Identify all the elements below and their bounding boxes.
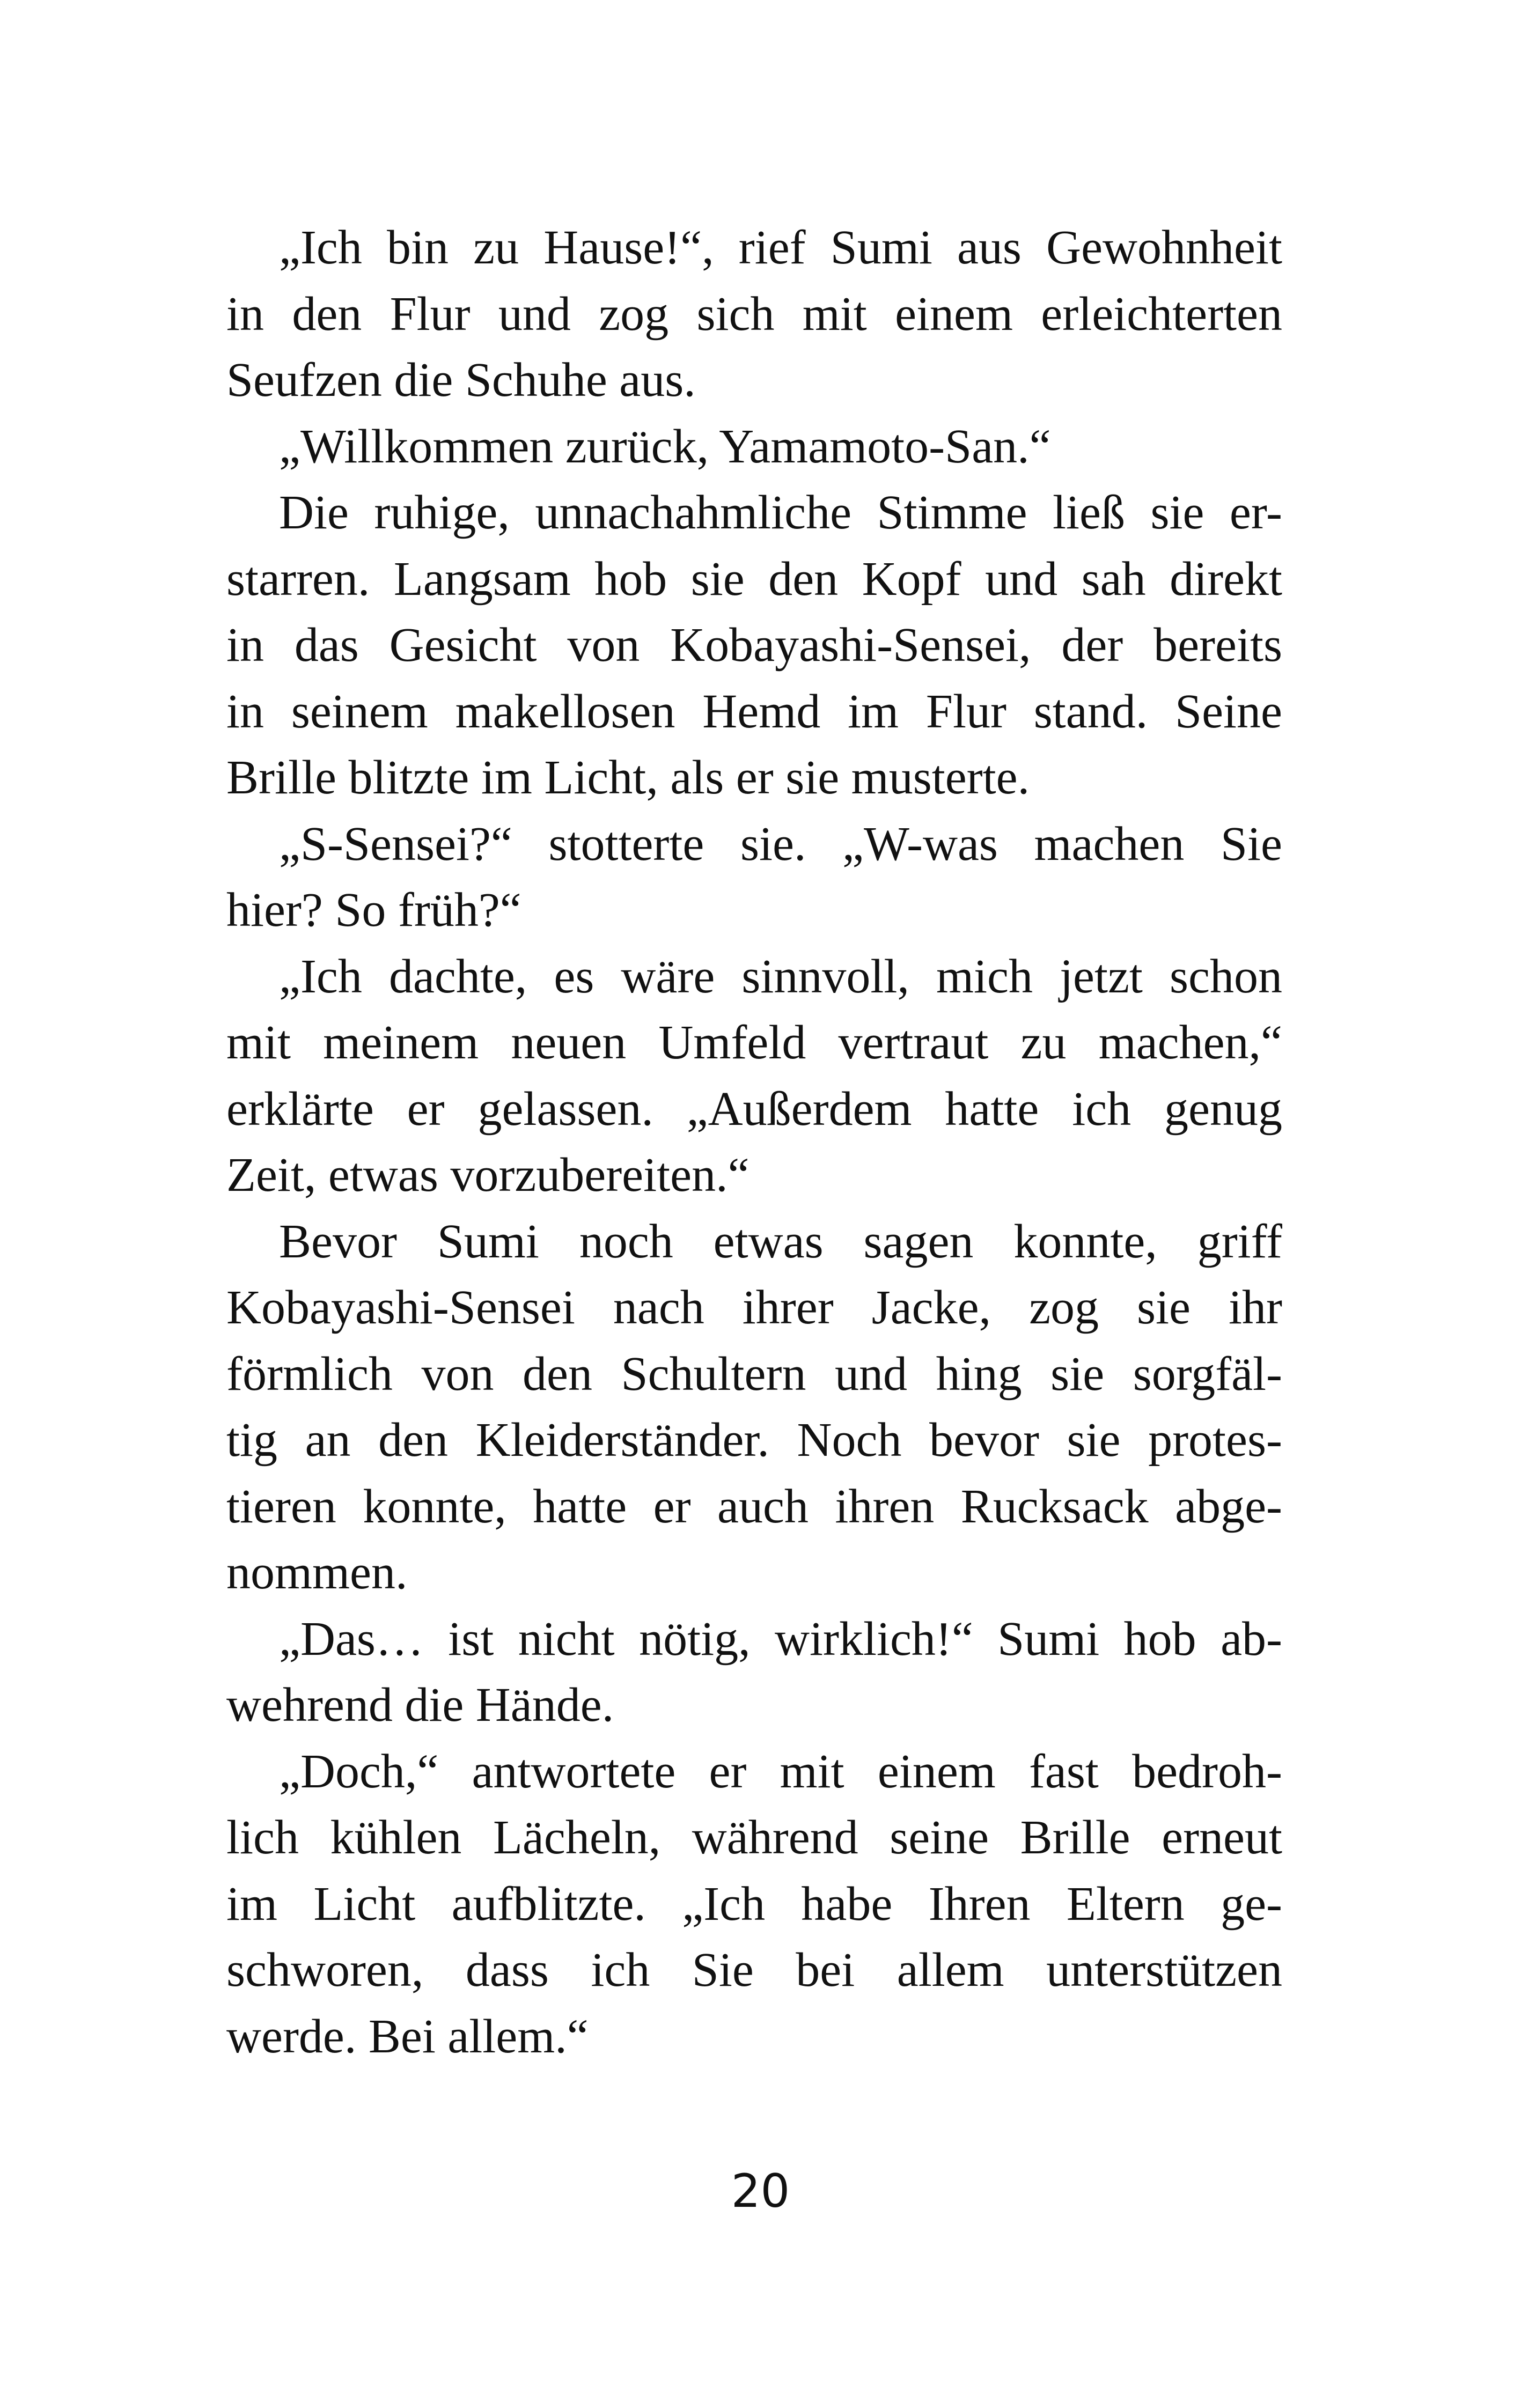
text-line: starren. Langsam hob sie den Kopf und sah direkt xyxy=(226,552,1282,606)
text-line: in das Gesicht von Kobayashi-Sensei, der bereits xyxy=(226,618,1282,672)
text-line: werde. Bei allem.“ xyxy=(226,2009,589,2063)
page-number: 20 xyxy=(731,2164,790,2218)
text-line: tig an den Kleiderständer. Noch bevor sie protes- xyxy=(226,1413,1282,1467)
text-line: Die ruhige, unnachahmliche Stimme ließ sie er- xyxy=(279,486,1282,539)
text-line: mit meinem neuen Umfeld vertraut zu machen,“ xyxy=(226,1016,1282,1069)
text-line: Kobayashi-Sensei nach ihrer Jacke, zog sie ihr xyxy=(226,1281,1282,1334)
text-line: „Willkommen zurück, Yamamoto-San.“ xyxy=(279,419,1051,473)
text-line: Brille blitzte im Licht, als er sie musterte. xyxy=(226,751,1030,804)
text-line: „Doch,“ antwortete er mit einem fast bedroh- xyxy=(279,1744,1282,1798)
text-line: „Ich bin zu Hause!“, rief Sumi aus Gewohnheit xyxy=(279,221,1282,274)
text-line: schworen, dass ich Sie bei allem unterstützen xyxy=(226,1943,1282,1997)
text-line: „S-Sensei?“ stotterte sie. „W-was machen Sie xyxy=(279,817,1282,871)
text-line: hier? So früh?“ xyxy=(226,883,521,937)
text-line: Seufzen die Schuhe aus. xyxy=(226,354,696,407)
text-line: förmlich von den Schultern und hing sie sorgfäl- xyxy=(226,1347,1282,1401)
text-line: erklärte er gelassen. „Außerdem hatte ich genug xyxy=(226,1082,1282,1136)
text-line: in seinem makellosen Hemd im Flur stand. Seine xyxy=(226,684,1282,738)
text-line: wehrend die Hände. xyxy=(226,1678,614,1732)
text-line: lich kühlen Lächeln, während seine Brille erneut xyxy=(226,1811,1282,1864)
text-line: im Licht aufblitzte. „Ich habe Ihren Eltern ge- xyxy=(226,1877,1282,1931)
text-line: Bevor Sumi noch etwas sagen konnte, griff xyxy=(279,1214,1282,1268)
text-line: tieren konnte, hatte er auch ihren Rucksack abge- xyxy=(226,1479,1282,1533)
text-line: Zeit, etwas vorzubereiten.“ xyxy=(226,1148,750,1202)
text-line: nommen. xyxy=(226,1546,408,1599)
body-text xyxy=(226,215,1282,2070)
text-line: „Das… ist nicht nötig, wirklich!“ Sumi hob ab- xyxy=(279,1612,1282,1666)
text-line: „Ich dachte, es wäre sinnvoll, mich jetzt schon xyxy=(279,949,1282,1003)
text-line: in den Flur und zog sich mit einem erleichterten xyxy=(226,287,1282,341)
